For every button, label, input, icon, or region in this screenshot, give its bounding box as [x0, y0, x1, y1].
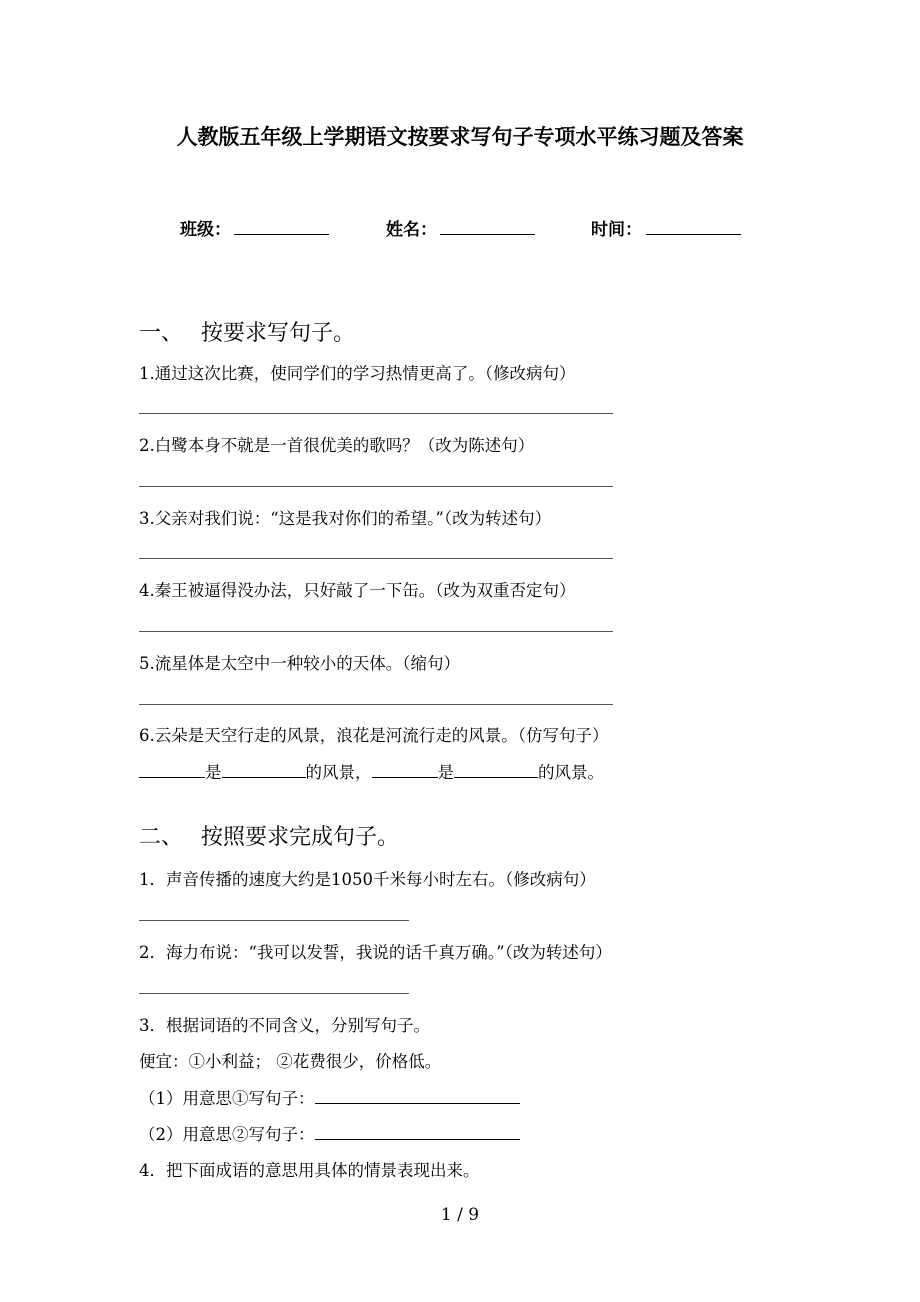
s1-question-2: 2.白鹭本身不就是一首很优美的歌吗？（改为陈述句）	[139, 436, 535, 455]
section-2-heading	[139, 820, 399, 851]
imitation-word-scenery-2: 的风景。	[538, 763, 604, 782]
s1-answer-line-3[interactable]	[139, 558, 613, 559]
s2-subquestion-2-blank[interactable]	[315, 1125, 520, 1140]
s2-subquestion-1-blank[interactable]	[315, 1089, 520, 1104]
time-label: 时间：	[591, 220, 642, 240]
section-2-title: 按照要求完成句子。	[201, 825, 400, 850]
section-1-heading	[139, 316, 355, 347]
s2-answer-line-2[interactable]	[139, 993, 409, 994]
s1-question-6: 6.云朵是天空行走的风景，浪花是河流行走的风景。（仿写句子）	[139, 726, 609, 745]
s2-question-2: 2．海力布说：“我可以发誓，我说的话千真万确。”（改为转述句）	[139, 943, 612, 962]
s1-question-1: 1.通过这次比赛，使同学们的学习热情更高了。（修改病句）	[139, 364, 576, 383]
section-2-number: 二、	[139, 825, 184, 850]
page-indicator: 1 / 9	[440, 1205, 480, 1225]
name-label: 姓名：	[386, 220, 437, 240]
s2-subquestion-2	[139, 1121, 520, 1145]
s1-question-5: 5.流星体是太空中一种较小的天体。（缩句）	[139, 654, 460, 673]
s1-imitation-row	[139, 759, 604, 783]
imitation-blank-4[interactable]	[454, 763, 538, 778]
s1-question-3: 3.父亲对我们说：“这是我对你们的希望。”（改为转述句）	[139, 509, 552, 528]
section-1-title: 按要求写句子。	[201, 321, 356, 346]
time-blank[interactable]	[646, 234, 741, 235]
s1-answer-line-4[interactable]	[139, 631, 613, 632]
imitation-word-is-1: 是	[205, 763, 222, 782]
s2-question-3: 3．根据词语的不同含义，分别写句子。	[139, 1016, 430, 1035]
s2-question-4: 4．把下面成语的意思用具体的情景表现出来。	[139, 1161, 480, 1180]
imitation-word-scenery-1: 的风景，	[305, 763, 372, 782]
s2-question-1: 1．声音传播的速度大约是1050千米每小时左右。（修改病句）	[139, 870, 596, 889]
imitation-blank-3[interactable]	[372, 763, 438, 778]
s2-answer-line-1[interactable]	[139, 920, 409, 921]
s1-answer-line-1[interactable]	[139, 413, 613, 414]
imitation-blank-2[interactable]	[222, 763, 306, 778]
class-label: 班级：	[180, 220, 231, 240]
s1-answer-line-2[interactable]	[139, 486, 613, 487]
s2-meanings: 便宜：①小利益； ②花费很少，价格低。	[139, 1052, 442, 1071]
s1-answer-line-5[interactable]	[139, 704, 613, 705]
name-blank[interactable]	[440, 234, 535, 235]
s1-question-4: 4.秦王被逼得没办法，只好敲了一下缶。（改为双重否定句）	[139, 581, 576, 600]
imitation-blank-1[interactable]	[139, 763, 205, 778]
section-1-number: 一、	[139, 321, 184, 346]
s2-subquestion-1	[139, 1085, 520, 1109]
document-title: 人教版五年级上学期语文按要求写句子专项水平练习题及答案	[176, 125, 744, 149]
imitation-word-is-2: 是	[437, 763, 454, 782]
s2-subquestion-1-label: （1）用意思①写句子：	[139, 1089, 315, 1108]
s2-subquestion-2-label: （2）用意思②写句子：	[139, 1125, 315, 1144]
class-blank[interactable]	[234, 234, 329, 235]
